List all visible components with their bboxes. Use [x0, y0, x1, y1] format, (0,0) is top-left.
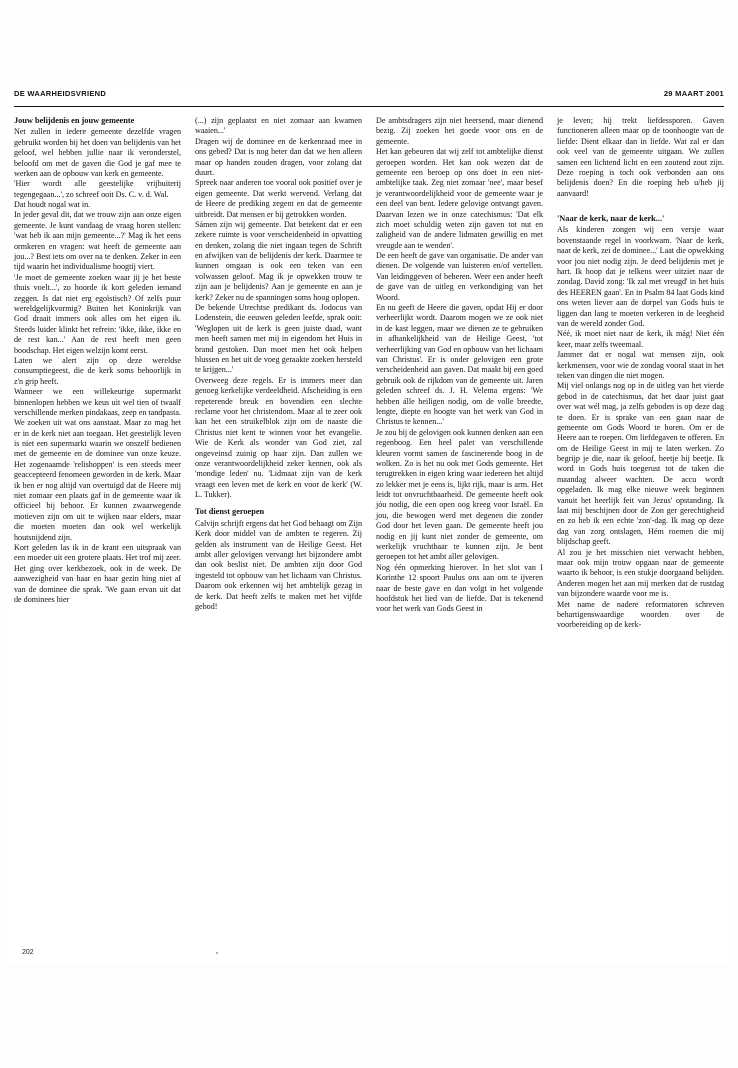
body-paragraph: Nog één opmerking hierover. In het slot van I Korinthe 12 spoort Paulus ons aan om te ijveren naar de beste gave en dan volgt in het volgende hoofdstuk het lied van de liefde. Dat is tekenend voor het werk van Gods Geest in — [376, 562, 543, 614]
article-columns — [14, 116, 724, 942]
body-paragraph: De een heeft de gave van organisatie. De ander van dienen. De volgende van luisteren en/of vertellen. Van leidinggeven of beheren. Weer een ander heeft de gave van de uitleg en verkondiging van het Woord. — [376, 251, 543, 302]
text-column-1 — [14, 116, 181, 942]
body-paragraph: 'Je moet de gemeente zoeken waar jij je het beste thuis voelt...', zo hoorde ik kort geleden iemand zeggen. Is dat niet erg egoïstisch? Of zelfs puur wereldgelijkvormig? Buiten het Koninkrijk van God draait immers ook alles om het eigen ik. Steeds luider klinkt het refrein: 'ikke, ikke, ikke en de rest kan...' Aan de rest heeft men geen boodschap. Het eigen welzijn komt eerst. — [14, 272, 181, 355]
body-paragraph: Je zou bij de gelovigen ook kunnen denken aan een regenboog. Een heel palet van verschillende kleuren vormt samen de fascinerende boog in de wolken. Zo is het nu ook met Gods gemeente. Het terugtrekken in eigen kring waar iedereen het altijd zo lekker met je eens is, lijkt rijk, maar is arm. Het leidt tot onvruchtbaarheid. De gemeente heeft ook jóu nodig, die een open oog kreeg voor Israël. En jou, die bewogen werd met degenen die zonder God door het leven gaan. De gemeente heeft jou nodig en jij kunt niet zonder de gemeente, om werkelijk vruchtbaar te kunnen zijn. Je bent geroepen tot het ambt aller gelovigen. — [376, 427, 543, 562]
page-number: 202 — [22, 949, 34, 956]
body-paragraph: Al zou je het misschien niet verwacht hebben, maar ook mijn trouw opgaan naar de gemeente waarto ik behoor, is een stukje doorgaand belijden. Anderen mogen het aan mij merken dat de rustdag van bijzondere waarde voor me is. — [557, 547, 724, 599]
body-paragraph: (...) zijn geplaatst en niet zomaar aan kwamen waaien...' — [195, 116, 362, 136]
body-paragraph: Dat houdt nogal wat in. — [14, 200, 91, 210]
body-paragraph: Overweeg deze regels. Er is immers meer dan genoeg kerkelijke verdeeldheid. Afscheiding is een repeterende breuk en bovendien een slechte reclame voor het christendom. Maar al te zeer ook kan het een struikelblok zijn om de naaste die Christus niet kent te winnen voor het evangelie. Wie de Kerk als wonder van God ziet, zal ongeveinsd zuinig op haar zijn. Dan zullen we onze verantwoordelijkheid zeker kennen, ook als 'mondige leden' nu. 'Lidmaat zijn van de kerk vraagt een leven met de kerk en voor de kerk' (W. L. Tukker). — [195, 375, 362, 500]
body-paragraph: 'Hier wordt alle geestelijke vrijbuiterij tegengegaan...', zo schreef ooit Ds. C. v. d. Wal. — [14, 179, 181, 199]
body-paragraph: De ambtsdragers zijn niet heersend, maar dienend bezig. Zij zoeken het goede voor ons en de gemeente. — [376, 116, 543, 146]
text-column-4 — [557, 116, 724, 942]
text-column-2 — [195, 116, 362, 942]
section-heading: Tot dienst geroepen — [195, 507, 265, 517]
article-sheet — [8, 88, 730, 964]
body-paragraph: Laten we alert zijn op deze wereldse consumptiegeest, die de kerk soms behoorlijk in z'n grip heeft. — [14, 355, 181, 386]
body-paragraph: Néé, ik moet niet naar de kerk, ik mág! Niet één keer, maar zelfs tweemaal. — [557, 329, 724, 349]
body-paragraph: Dragen wij de dominee en de kerkenraad mee in ons gebed? Dat is nog beter dan dat we hen alleen maar op handen zouden dragen, voor zolang dat duurt. — [195, 136, 362, 177]
body-paragraph: In jeder geval dit, dat we trouw zijn aan onze eigen gemeente. Je kunt vandaag de vraag horen stellen: 'wat heb ik aan mijn gemeente...?' Mag ik het eens ormkeren en vragen: wat heeft de gemeente aan jou...? Best iets om over na te denken. Zeker in een tijd waarin het individualisme hoogtij viert. — [14, 210, 181, 272]
body-paragraph: Het kan gebeuren dat wij zelf tot ambtelijke dienst geroepen worden. Het kan ook wezen dat de gemeente een beroep op ons doet in een niet-ambtelijke taak. Zeg niet zomaar 'nee', maar besef je verantwoordelijkheid voor de gemeente waar je een deel van bent. Iedere gelovige ontvangt gaven. Daarvan lezen we in onze catechismus: 'Dat elk zich moet schuldig weten zijn gaven tot nut en zaligheid van de andere lidmaten gewillig en met vreugde aan te wenden'. — [376, 147, 543, 250]
body-paragraph: Als kinderen zongen wij een versje waar bovenstaande regel in voorkwam. 'Naar de kerk, naar de kerk, zei de dominee...' Laat die opwekking voor jou niet nodig zijn. Je deed belijdenis met je hart. Ik hoop dat je telkens weer uitziet naar de zondag. David zong: 'Ik zal met vreugd' in het huis des HEEREN gaan'. En in Psalm 84 laat Gods kind ons weten liever aan de dorpel van Gods huis te liggen dan lang te moeten verkeren in de leegheid van de wereld zonder God. — [557, 225, 724, 328]
body-paragraph: Mij viel onlangs nog op in de uitleg van het vierde gebod in de catechismus, dat het daar juist gaat over wat wél mag, ja zelfs geboden is op deze dag te doen. Er is sprake van een gaan naar de gemeente om Gods Woord te horen. Om er de Heere aan te roepen. Om liefdegaven te offeren. En om de Heilige Geest in mij te laten werken. Zo begrijp je die, naar ik geloof, beetje bij beetje. Ik word in Gods huis toegerust tot de taken die maandag alweer wachten. De accu wordt opgeladen. Ik mag elke nieuwe week beginnen vanuit het heerlijk feit van Jezus' opstanding. Ik laat mij beschijnen door de Zon ger gerechtigheid en zo heb ik een echte 'zon'-dag. Ik mag op deze dag van zorg ontslagen, Hém roemen die mij blijdschap geeft. — [557, 381, 724, 547]
body-paragraph: Calvijn schrijft ergens dat het God behaagt om Zijn Kerk door middel van de ambten te regeren. Zij gelden als instrument van de Heilige Geest. Het ambt aller gelovigen vervangt het bijzondere ambt dan ook beslist niet. De ambten zijn door God ingesteld tot opbouw van het lichaam van Christus. Daarom ook erkennen wij het ambtelijk gezag in de kerk. Dat heeft zelfs te maken met het vijfde gebod! — [195, 518, 362, 611]
paragraph-spacer — [195, 500, 362, 507]
body-paragraph: Net zullen in iedere gemeente dezelfde vragen gebruikt worden bij het doen van belijdenis van het geloof, wel hebben jullie naar ik veronderstel, beloofd om met de gaven die God je gaf mee te werken aan de opbouw van kerk en gemeente. — [14, 127, 181, 178]
body-paragraph: je leven; hij trekt liefdessporen. Gaven functioneren alleen maar op de toonhoogte van de liefde: Dient elkaar dan in liefde. Wat zal er dan ook veel van de gemeente uitgaan. We zullen samen een lichtend licht en een zoutend zout zijn. Deze roeping is toch ook verbonden aan ons belijdenis doen? En die roeping heb u/heb jij aanvaard! — [557, 116, 724, 198]
section-heading: Jouw belijdenis en jouw gemeente — [14, 116, 135, 125]
issue-date: 29 MAART 2001 — [663, 89, 724, 98]
body-paragraph: Wanneer we een willekeurige supermarkt binnenlopen hebben we keus uit wel tien of twaalf verschillende merken pindakaas, zeep en tandpasta. We zoeken uit wat ons aanstaat. Maar zo mag het er in de kerk niet aan toegaan. Het geestelijk leven is niet een supermarkt waarin we onszelf bedienen met de gemeente en de dominee van onze keuze. Het zogenaamde 'relishoppen' is een steeds meer geaccepteerd fenomeen geworden in de kerk. Maar ik ben er nog altijd van overtuigd dat de Heere mij niet zomaar een plaats gaf in de gemeente waar ik officieel bij behoor. Er kunnen zwaarwegende motieven zijn om uit te wijken naar elders, maar die moeten moeten dan ook wel werkelijk houtsnijdend zijn. — [14, 387, 181, 542]
body-paragraph: De bekende Utrechtse predikant ds. Jodocus van Lodenstein, die eeuwen geleden leefde, sprak ooit: 'Weglopen uit de kerk is geen juiste daad, want men heeft samen met mij in eigendom het Huis in brand gestoken. Dan moet men het ook helpen blussen en het uit de voeg geraakte zoeken hersteld te krijgen...' — [195, 303, 362, 375]
masthead — [14, 88, 724, 107]
body-paragraph: Spreek naar anderen toe vooral ook positief over je eigen gemeente. Dat werkt wervend. Verlang dat de Heere de prediking zegent en dat de gemeente uitbreidt. Dat mensen er bij getrokken worden. — [195, 178, 362, 219]
body-paragraph: Jammer dat er nogal wat mensen zijn, ook kerkmensen, voor wie de zondag vooral staat in het teken van dingen die niet mogen. — [557, 350, 724, 380]
print-mark — [216, 952, 218, 954]
publication-name: DE WAARHEIDSVRIEND — [14, 89, 107, 98]
paragraph-spacer — [557, 199, 724, 206]
section-heading: 'Naar de kerk, naar de kerk...' — [557, 214, 665, 224]
text-column-3 — [376, 116, 543, 942]
body-paragraph: Sámen zijn wij gemeente. Dat betekent dat er een zekere ruimte is voor verscheidenheid in opvatting en denken, zolang die niet ingaan tegen de Schrift en afwijken van de belijdenis der kerk. Daarmee te kunnen omgaan is ook een teken van een volwassen geloof. Mag ik je opwekken trouw te zijn aan je belijdenis? Aan je gemeente en aan je kerk? Zeker nu de spanningen soms hoog oplopen. — [195, 219, 362, 302]
body-paragraph: En nu geeft de Heere die gaven, opdat Hij er door verheerlijkt wordt. Daarom mogen we ze ook niet in de kast leggen, maar we dienen ze te gebruiken in afhankelijkheid van de Heilige Geest, 'tot verheerlijking van God en opbouw van het lichaam van Christus'. Er is onder gelovigen een grote verscheidenheid aan gaven. Dat maakt bij een goed gebruik ook de rijkdom van de gemeente uit. Jaren geleden schreef ds. J. H. Velema ergens: 'We hebben álle heiligen nodig, om de volle breedte, lengte, diepte en hoogte van het werk van God in Christus te kennen...' — [376, 303, 543, 427]
body-paragraph: Met name de nadere reformatoren schreven behartigenswaardige woorden over de voorbereiding op de kerk- — [557, 599, 724, 630]
body-paragraph: Kort geleden las ik in de krant een uitspraak van een moeder uit een grotere plaats. Het trof mij zeer. Het ging over kerkbezoek, ook in de week. De aanwezigheid van haar en haar gezin hing niet af van de dominee die sprak. 'We gaan ervan uit dat de dominees hier — [14, 542, 181, 604]
